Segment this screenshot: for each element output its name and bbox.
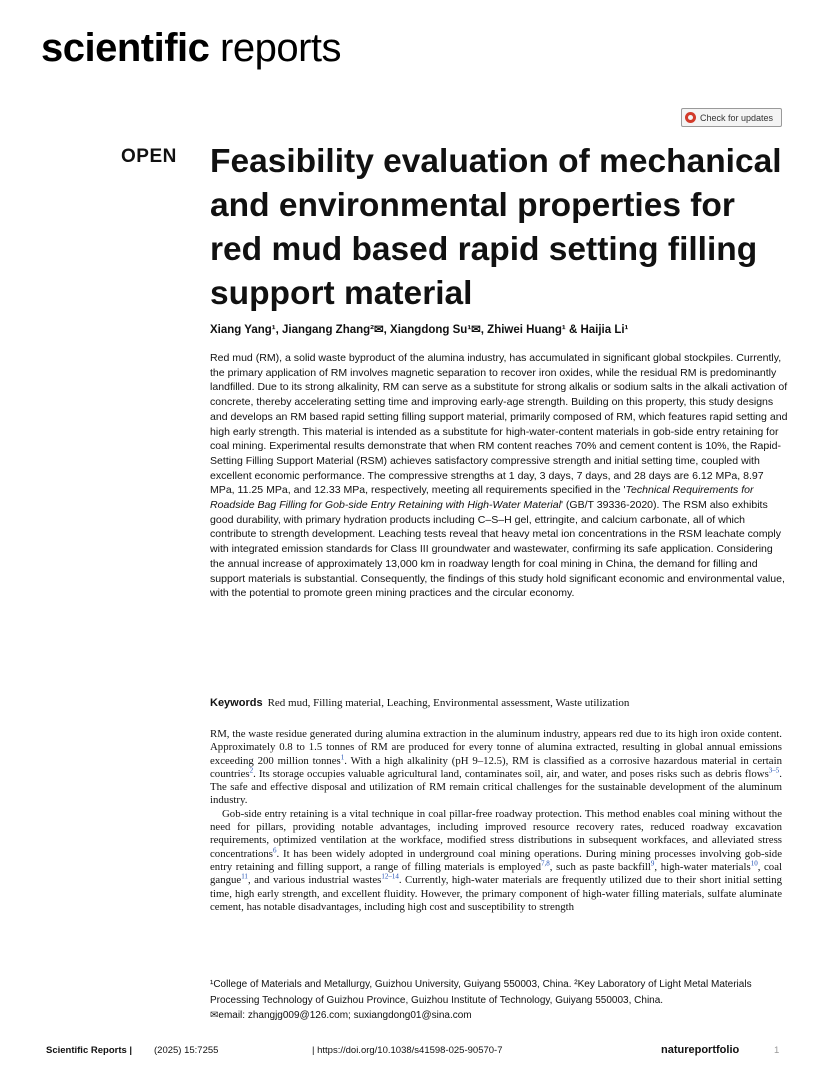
keywords-label: Keywords bbox=[210, 697, 263, 709]
affiliation-text: ¹College of Materials and Metallurgy, Guizhou University, Guiyang 550003, China. ²Key Laboratory of Light Metal Materials Processing Technology of Guizhou Province, Guizhou Institute of Technology, Guiyang 550003, China. bbox=[210, 979, 752, 1006]
abstract-part-1: Red mud (RM), a solid waste byproduct of the alumina industry, has accumulated in significant global stockpiles. Currently, the primary application of RM involves magnetic separation to recover iron oxides, while the residual RM is predominantly landfilled. Due to its strong alkalinity, RM can serve as a substitute for strong alkalis or sodium salts in the alkali activation of concrete, thereby accelerating setting time and improving early-age strength. Building on this property, this study designs and develops an RM based rapid setting filling support material, primarily composed of RM, which features rapid setting and high early strength. This material is intended as a substitute for high-water-content materials in gob-side entry retaining for coal mining. Experimental results demonstrate that when RM content reaches 70% and cement content is 10%, the Rapid-Setting Filling Support Material (RSM) achieves satisfactory compressive strength and initial setting time, coupled with excellent economic performance. The compressive strengths at 1 day, 3 days, 7 days, and 28 days are 6.12 MPa, 8.97 MPa, 11.25 MPa, and 12.33 MPa, respectively, meeting all requirements specified in the ' bbox=[210, 352, 788, 497]
check-updates-button[interactable] bbox=[681, 108, 782, 127]
abstract bbox=[210, 351, 790, 601]
body-text-run: . Currently, high-water materials are frequently utilized due to their short initial setting time, high early strength, and excellent fluidity. However, the primary component of high-water filling materials, sulfate aluminate cement, has notable disadvantages, including high cost and susceptibility to strength bbox=[210, 874, 782, 913]
footer-citation: (2025) 15:7255 bbox=[154, 1045, 219, 1056]
open-access-label: OPEN bbox=[121, 146, 177, 167]
check-updates-icon bbox=[685, 112, 696, 123]
abstract-standard-title: Technical Requirements for Roadside Bag Filling for Gob-side Entry Retaining with High-Water Material bbox=[210, 484, 754, 512]
body-text-run: , coal gangue bbox=[210, 860, 782, 887]
article-title: Feasibility evaluation of mechanical and environmental properties for red mud based rapid setting filling support material bbox=[210, 143, 782, 312]
author-list: Xiang Yang¹, Jiangang Zhang²✉, Xiangdong Su¹✉, Zhiwei Huang¹ & Haijia Li¹ bbox=[210, 324, 629, 336]
journal-logo-light: reports bbox=[209, 26, 342, 70]
citation-ref[interactable]: 6 bbox=[272, 846, 277, 855]
body-text-run: , high-water materials bbox=[654, 860, 751, 873]
citation-ref[interactable]: 1 bbox=[340, 753, 345, 761]
citation-ref[interactable]: 12–14 bbox=[381, 872, 399, 881]
body-text-run: . Its storage occupies valuable agricultural land, contaminates soil, air, and water, and poses risks such as debris flows bbox=[253, 767, 769, 780]
body-text-run: . It has been widely adopted in underground coal mining operations. During mining processes involving gob-side entry retaining and filling support, a range of filling materials is employed bbox=[210, 847, 782, 873]
citation-ref[interactable]: 7,8 bbox=[541, 859, 550, 868]
body-text-run: . The safe and effective disposal and utilization of RM remain critical challenges for the sustainable development of the aluminum industry. bbox=[210, 767, 782, 807]
body-text-run: . With a high alkalinity (pH 9–12.5), RM is classified as a corrosive hazardous material in certain countries bbox=[210, 754, 782, 780]
citation-ref[interactable]: 10 bbox=[750, 859, 758, 868]
correspondence-email[interactable]: ✉email: zhangjg009@126.com; suxiangdong01@sina.com bbox=[210, 1010, 472, 1021]
keywords-list: Red mud, Filling material, Leaching, Environmental assessment, Waste utilization bbox=[267, 697, 630, 709]
body-paragraph-1 bbox=[210, 728, 782, 808]
footer-doi-link[interactable]: | https://doi.org/10.1038/s41598-025-90570-7 bbox=[312, 1045, 503, 1056]
footer-journal: Scientific Reports | bbox=[46, 1045, 133, 1056]
citation-ref[interactable]: 11 bbox=[241, 872, 248, 881]
citation-ref[interactable]: 2 bbox=[249, 766, 254, 775]
publisher-logo: natureportfolio bbox=[661, 1044, 740, 1056]
affiliations bbox=[210, 977, 790, 1024]
body-text-run: Gob-side entry retaining is a vital technique in coal pillar-free roadway protection. This method enables coal mining without the need for pillars, providing notable advantages, including improved resource recovery rates, reduced roadway excavation requirements, optimized ventilation at the workface, modified stress distributions in subsequent workfaces, and alleviated stress concentrations bbox=[210, 807, 782, 860]
keywords bbox=[210, 697, 790, 709]
abstract-part-3: ' (GB/T 39336-2020). The RSM also exhibits good durability, with primary hydration products including C–S–H gel, ettringite, and calcium carbonate, all of which contribute to strength development. Leaching tests reveal that heavy metal ion concentrations in the RSM leachate comply with integrated emission standards for Class III groundwater and wastewater, confirming its safe application. Considering the annual increase of approximately 13,000 km in roadway length for coal mining in China, the demand for filling and support materials is substantial. Consequently, the findings of this study hold significant economic and environmental value, with the potential to promote green mining practices and the circular economy. bbox=[210, 499, 785, 600]
journal-logo-bold: scientific bbox=[41, 26, 210, 70]
page-number: 1 bbox=[774, 1045, 780, 1056]
citation-ref[interactable]: 3–5 bbox=[768, 766, 780, 775]
body-text-run: , and various industrial wastes bbox=[247, 874, 382, 887]
page-footer bbox=[46, 1045, 786, 1061]
journal-logo bbox=[41, 24, 341, 72]
article-body bbox=[210, 728, 782, 914]
body-paragraph-2 bbox=[210, 808, 782, 914]
body-text-run: , such as paste backfill bbox=[549, 860, 651, 873]
body-text-run: RM, the waste residue generated during alumina extraction in the aluminum industry, appears red due to its high iron oxide content. Approximately 0.8 to 1.5 tonnes of RM are produced for every tonne of alumina extracted, resulting in global annual emissions exceeding 200 million tonnes bbox=[210, 728, 782, 767]
check-updates-label: Check for updates bbox=[700, 112, 774, 123]
citation-ref[interactable]: 9 bbox=[650, 859, 655, 868]
